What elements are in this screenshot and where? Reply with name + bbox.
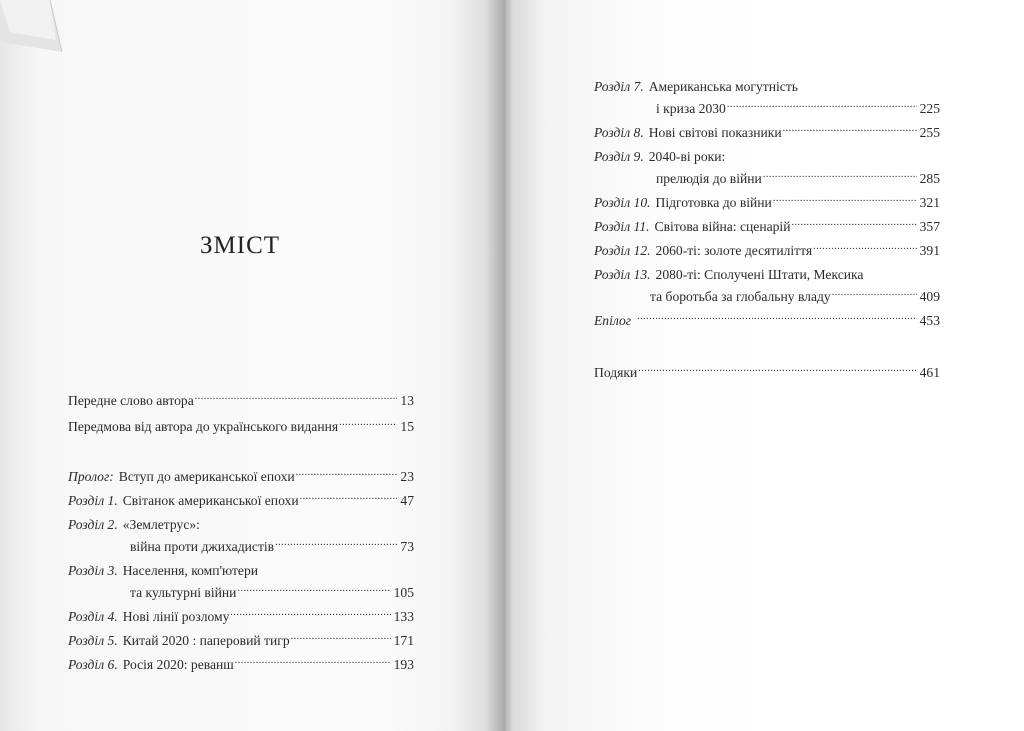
page-number: 105 — [393, 585, 414, 600]
entry-label: Епілог — [594, 313, 632, 328]
toc-entry-ukrainian-preface[interactable] — [68, 416, 414, 438]
leader-dots — [339, 417, 397, 431]
toc-entry-chapter-1[interactable] — [68, 490, 414, 512]
entry-title: Нові лінії розлому — [122, 609, 230, 624]
entry-title: Подяки — [594, 365, 638, 380]
entry-title: Нові світові показники — [648, 125, 782, 140]
leader-dots — [727, 99, 917, 113]
entry-label: Розділ 3. — [68, 563, 118, 578]
page-number: 47 — [400, 493, 414, 508]
entry-label: Розділ 12. — [594, 243, 651, 258]
entry-title: Підготовка до війни — [655, 195, 772, 210]
page-number: 255 — [919, 125, 940, 140]
page-number: 321 — [919, 195, 940, 210]
entry-title: Світанок американської епохи — [122, 493, 299, 508]
page-number: 13 — [400, 393, 414, 408]
page-number: 23 — [400, 469, 414, 484]
toc-entry-prologue[interactable] — [68, 466, 414, 488]
entry-title: Світова війна: сценарій — [654, 219, 791, 234]
page-number: 73 — [400, 539, 414, 554]
entry-label: Розділ 5. — [68, 633, 118, 648]
toc-entry-chapter-13[interactable] — [594, 264, 940, 308]
toc-entry-chapter-2[interactable] — [68, 514, 414, 558]
entry-title-continued: та боротьба за глобальну владу — [650, 289, 831, 304]
chapter-list-right — [594, 76, 940, 384]
entry-title: Китай 2020 : паперовий тигр — [122, 633, 290, 648]
leader-dots — [291, 631, 391, 645]
page-number: 357 — [919, 219, 940, 234]
toc-entry-foreword[interactable] — [68, 390, 414, 412]
toc-entry-chapter-5[interactable] — [68, 630, 414, 652]
leader-dots — [832, 287, 917, 301]
toc-entry-chapter-4[interactable] — [68, 606, 414, 628]
leader-dots — [637, 311, 917, 325]
page-number: 391 — [919, 243, 940, 258]
entry-label: Розділ 8. — [594, 125, 644, 140]
entry-title: «Землетрус»: — [122, 517, 200, 532]
page-number: 285 — [919, 171, 940, 186]
entry-label: Розділ 6. — [68, 657, 118, 672]
leader-dots — [195, 391, 398, 405]
leader-dots — [275, 537, 397, 551]
entry-title-continued: війна проти джихадистів — [130, 539, 275, 554]
leader-dots — [235, 655, 391, 669]
chapter-list-left — [68, 466, 414, 676]
leader-dots — [237, 583, 390, 597]
entry-label: Розділ 11. — [594, 219, 650, 234]
toc-entry-chapter-3[interactable] — [68, 560, 414, 604]
page-number: 461 — [919, 365, 940, 380]
page-number: 225 — [919, 101, 940, 116]
contents-title: ЗМІСТ — [199, 232, 281, 259]
toc-entry-chapter-7[interactable] — [594, 76, 940, 120]
entry-title: Передмова від автора до українського видання — [68, 419, 339, 434]
toc-entry-chapter-12[interactable] — [594, 240, 940, 262]
entry-label: Пролог: — [68, 469, 114, 484]
entry-label: Розділ 4. — [68, 609, 118, 624]
leader-dots — [791, 217, 916, 231]
entry-title: Вступ до американської епохи — [118, 469, 295, 484]
entry-title: Росія 2020: реванш — [122, 657, 234, 672]
page-number: 133 — [393, 609, 414, 624]
leader-dots — [638, 363, 916, 377]
leader-dots — [763, 169, 917, 183]
entry-label: Розділ 10. — [594, 195, 651, 210]
entry-label: Розділ 7. — [594, 79, 644, 94]
entry-title: 2060-ті: золоте десятиліття — [655, 243, 813, 258]
entry-title: Передне слово автора — [68, 393, 194, 408]
entry-title-continued: та культурні війни — [130, 585, 237, 600]
page-number: 453 — [919, 313, 940, 328]
leader-dots — [773, 193, 917, 207]
toc-entry-epilogue[interactable] — [594, 310, 940, 332]
toc-entry-chapter-11[interactable] — [594, 216, 940, 238]
toc-entry-chapter-8[interactable] — [594, 122, 940, 144]
leader-dots — [813, 241, 916, 255]
entry-label: Розділ 2. — [68, 517, 118, 532]
entry-title-continued: прелюдія до війни — [656, 171, 762, 186]
entry-label: Розділ 1. — [68, 493, 118, 508]
leader-dots — [296, 467, 398, 481]
page-corner-curl — [0, 0, 70, 60]
page-number: 15 — [400, 419, 414, 434]
left-page — [0, 0, 505, 731]
toc-entry-chapter-9[interactable] — [594, 146, 940, 190]
leader-dots — [783, 123, 917, 137]
entry-label: Розділ 9. — [594, 149, 644, 164]
entry-title-continued: і криза 2030 — [656, 101, 726, 116]
entry-title: Американська могутність — [648, 79, 798, 94]
entry-title: Населення, комп'ютери — [122, 563, 259, 578]
leader-dots — [300, 491, 398, 505]
page-number: 171 — [393, 633, 414, 648]
toc-entry-chapter-6[interactable] — [68, 654, 414, 676]
page-number: 193 — [393, 657, 414, 672]
entry-title: 2080-ті: Сполучені Штати, Мексика — [655, 267, 864, 282]
toc-entry-chapter-10[interactable] — [594, 192, 940, 214]
front-matter-list — [68, 390, 414, 438]
entry-label: Розділ 13. — [594, 267, 651, 282]
leader-dots — [230, 607, 390, 621]
entry-title: 2040-ві роки: — [648, 149, 726, 164]
page-number: 409 — [919, 289, 940, 304]
toc-entry-acknowledgements[interactable] — [594, 362, 940, 384]
